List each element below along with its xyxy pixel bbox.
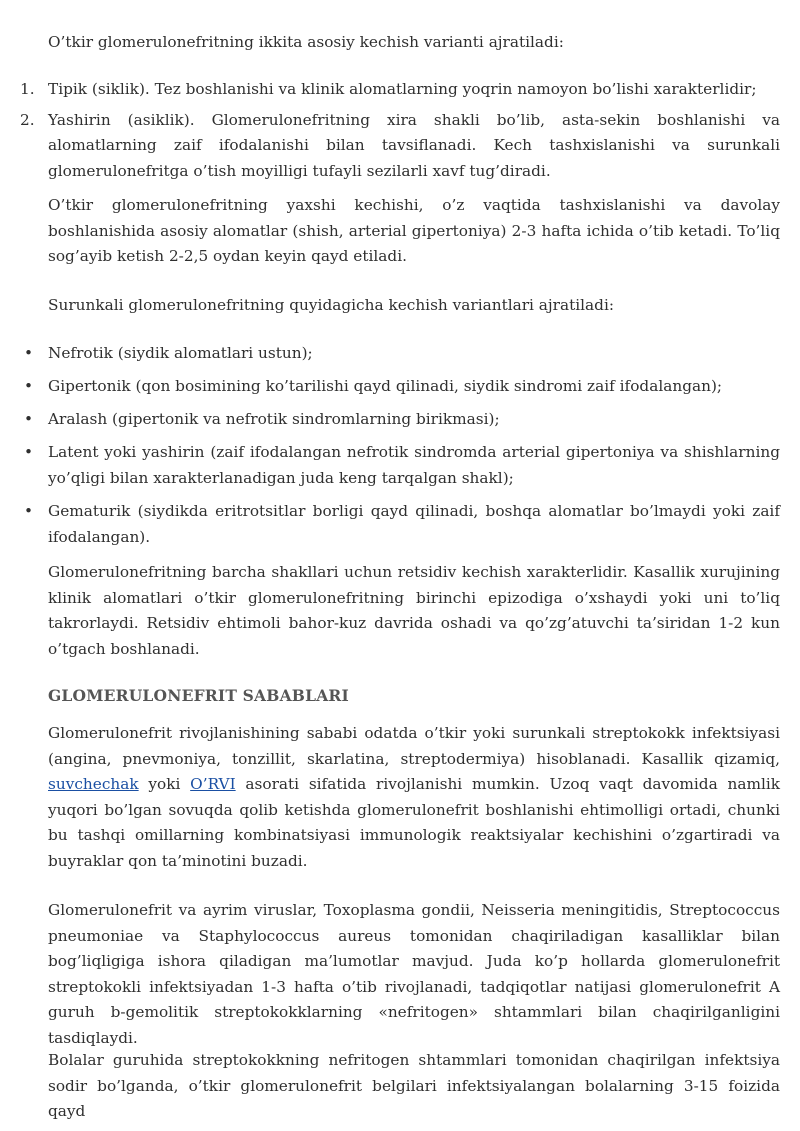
chronic-variants-intro: Surunkali glomerulonefritning quyidagicha kechish variantlari ajratiladi: — [48, 296, 614, 314]
chronic-variants-list — [20, 341, 780, 558]
bullet-icon: • — [24, 501, 34, 520]
orvi-link[interactable]: O’RVI — [190, 775, 236, 794]
bullet-icon: • — [24, 377, 34, 396]
acute-outcome-paragraph: O’tkir glomerulonefritning yaxshi kechishi, o’z vaqtida tashxislanishi va davolay boshlanishida asosiy alomatlar (shish, arterial gipertoniya) 2-3 hafta ichida o’tib ketadi. To’liq sog’ayib ketish 2-2,5 oydan keyin qayd etiladi. — [48, 196, 780, 266]
causes-paragraph-1 — [48, 721, 780, 875]
causes-paragraph-3: Bolalar guruhida streptokokkning nefritogen shtammlari tomonidan chaqirilgan infektsiya sodir bo’lganda, o’tkir glomerulonefrit belgilari infektsiyalangan bolalarning 3-15 foizida qayd — [48, 1051, 780, 1121]
list-item-text: Yashirin (asiklik). Glomerulonefritning xira shakli bo’lib, asta-sekin boshlanishi va alomatlarning zaif ifodalanishi bilan tavsiflanadi. Kech tashxislanishi va surunkali glomerulonefritga o’tish moyilligi tufayli sezilarli xavf tug’diradi. — [48, 110, 780, 180]
list-item — [20, 374, 780, 400]
list-item — [20, 77, 780, 103]
list-item-number: 1. — [20, 80, 35, 98]
acute-variants-intro: O’tkir glomerulonefritning ikkita asosiy kechish varianti ajratiladi: — [48, 33, 564, 51]
list-item-text: Nefrotik (siydik alomatlari ustun); — [48, 344, 313, 362]
list-item-text: Gipertonik (qon bosimining ko’tarilishi qayd qilinadi, siydik sindromi zaif ifodalangan); — [48, 377, 723, 396]
list-item — [20, 440, 780, 491]
list-item — [20, 341, 780, 367]
bullet-icon: • — [24, 344, 34, 362]
list-item-text: Gematurik (siydikda eritrotsitlar borligi qayd qilinadi, boshqa alomatlar bo’lmaydi yoki zaif ifodalangan). — [48, 501, 780, 546]
list-item-text: Aralash (gipertonik va nefrotik sindromlarning birikmasi); — [48, 410, 500, 429]
acute-variants-list — [20, 77, 780, 189]
bullet-icon: • — [24, 443, 34, 462]
list-item — [20, 108, 780, 185]
list-item — [20, 407, 780, 433]
list-item-text: Latent yoki yashirin (zaif ifodalangan nefrotik sindromda arterial gipertoniya va shishlarning yo’qligi bilan xarakterlanadigan juda keng tarqalgan shakl); — [48, 443, 780, 487]
causes-paragraph-2: Glomerulonefrit va ayrim viruslar, Toxoplasma gondii, Neisseria meningitidis, Streptococcus pneumoniae va Staphylococcus aureus tomonidan chaqiriladigan kasalliklar bilan bog’liqligiga ishora qiladigan ma’lumotlar mavjud. Juda ko’p hollarda glomerulonefrit streptokokli infektsiyadan 1-3 hafta o’tib rivojlanadi, tadqiqotlar natijasi glomerulonefrit A guruh b-gemolitik streptokokklarning «nefritogen» shtammlari bilan chaqirilganligini tasdiqlaydi. — [48, 901, 780, 1047]
list-item — [20, 499, 780, 550]
bullet-icon: • — [24, 410, 34, 429]
causes-text: yoki — [138, 775, 191, 794]
chickenpox-link[interactable]: suvchechak — [48, 775, 139, 794]
list-item-number: 2. — [20, 110, 35, 129]
list-item-text: Tipik (siklik). Tez boshlanishi va klinik alomatlarning yoqrin namoyon bo’lishi xarakterlidir; — [48, 80, 757, 98]
causes-heading: GLOMERULONEFRIT SABABLARI — [48, 686, 349, 705]
causes-text: asorati sifatida rivojlanishi mumkin. Uzoq vaqt davomida namlik yuqori bo’lgan sovuqda qolib ketishda glomerulonefrit boshlanishi ehtimolligi ortadi, chunki bu tashqi omillarning kombinatsiyasi immunologik reaktsiyalar kechishini o’zgartiradi va buyraklar qon ta’minotini buzadi. — [48, 775, 780, 870]
causes-text: Glomerulonefrit rivojlanishining sababi odatda o’tkir yoki surunkali streptokokk infektsiyasi (angina, pnevmoniya, tonzillit, skarlatina, streptodermiya) hisoblanadi. Kasallik qizamiq, — [48, 724, 780, 768]
relapse-paragraph: Glomerulonefritning barcha shakllari uchun retsidiv kechish xarakterlidir. Kasallik xurujining klinik alomatlari o’tkir glomerulonefritning birinchi epizodiga o’xshaydi yoki uni to’liq takrorlaydi. Retsidiv ehtimoli bahor-kuz davrida oshadi va qo’zg’atuvchi ta’siridan 1-2 kun o’tgach boshlanadi. — [48, 563, 780, 658]
